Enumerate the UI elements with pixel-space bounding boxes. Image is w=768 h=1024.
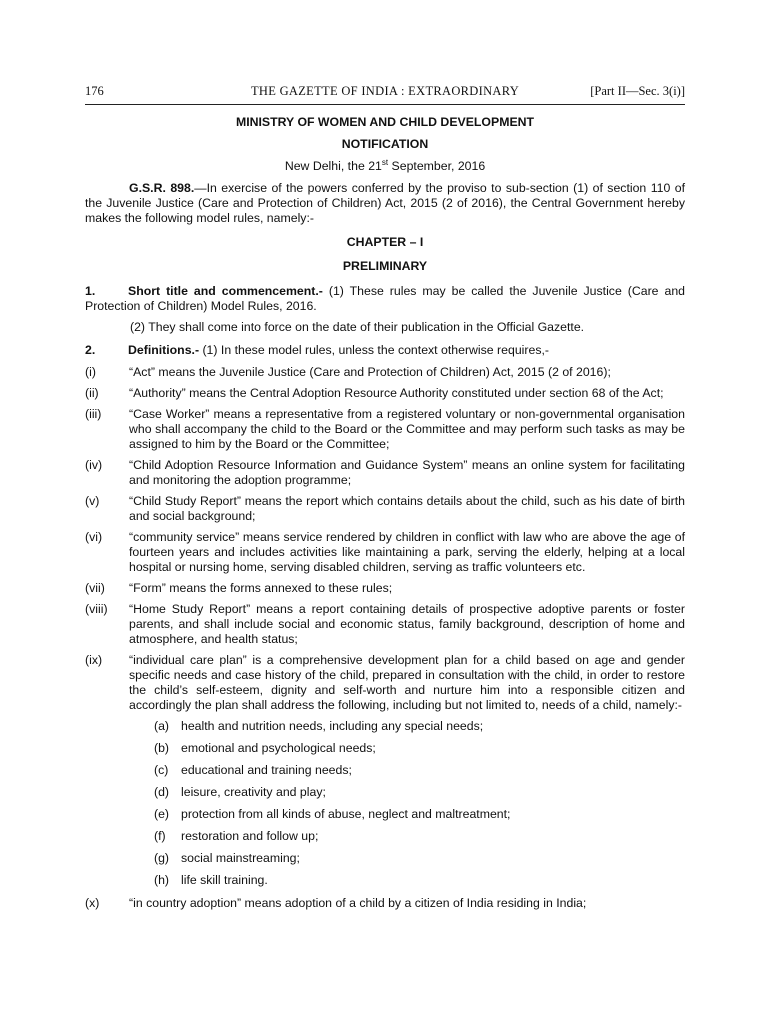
definition-item: (vi) “community service” means service rendered by children in conflict with law who are above the age of fourteen years and includes activities like maintaining a park, serving the elderly, helping at a local hospital or nursing home, serving disabled children, serving as traffic volunteers etc. [85, 530, 685, 574]
definition-item: (viii) “Home Study Report” means a report containing details of prospective adoptive parents or foster parents, and shall include social and economic status, family background, description of home and atmosphere, and health status; [85, 602, 685, 646]
care-plan-item: (d) leisure, creativity and play; [154, 785, 326, 799]
definitions-list [85, 365, 685, 911]
care-plan-item: (b) emotional and psychological needs; [154, 741, 376, 755]
part-section: [Part II—Sec. 3(i)] [590, 84, 685, 98]
definition-item: (ii) “Authority” means the Central Adoption Resource Authority constituted under section 68 of the Act; [85, 386, 664, 400]
care-plan-item: (f) restoration and follow up; [154, 829, 319, 843]
care-plan-item: (e) protection from all kinds of abuse, neglect and maltreatment; [154, 807, 511, 821]
care-plan-item: (h) life skill training. [154, 873, 268, 887]
rule-1-subrule-2: (2) They shall come into force on the date of their publication in the Official Gazette. [130, 320, 585, 334]
care-plan-needs-list [85, 719, 685, 888]
gsr-paragraph: G.S.R. 898.—In exercise of the powers conferred by the proviso to sub-section (1) of section 110 of the Juvenile Justice (Care and Protection of Children) Act, 2015 (2 of 2016), the Central Government hereby makes the following model rules, namely:- [85, 181, 685, 225]
header-rule [85, 104, 685, 105]
rule-2-heading: Definitions.- [128, 343, 200, 357]
definition-item: (ix) “individual care plan” is a comprehensive development plan for a child based on age and gender specific needs and case history of the child, prepared in consultation with the child, in order to restore the child’s self-esteem, dignity and self-worth and nurture him into a responsible citizen and accordingly the plan shall address the following, including but not limited to, needs of a child, namely:- [85, 653, 685, 712]
gsr-label: G.S.R. 898. [129, 181, 195, 195]
definition-item: (i) “Act” means the Juvenile Justice (Care and Protection of Children) Act, 2015 (2 of 2016); [85, 365, 611, 379]
ministry-heading: MINISTRY OF WOMEN AND CHILD DEVELOPMENT [235, 115, 535, 129]
chapter-heading: CHAPTER – I [346, 235, 424, 249]
care-plan-item: (c) educational and training needs; [154, 763, 352, 777]
definition-item: (iv) “Child Adoption Resource Information and Guidance System” means an online system for facilitating and monitoring the adoption programme; [85, 458, 685, 487]
definition-item: (v) “Child Study Report” means the report which contains details about the child, such as his date of birth and social background; [85, 494, 685, 523]
rule-1-heading: Short title and commencement.- [128, 284, 323, 298]
definition-item: (vii) “Form” means the forms annexed to these rules; [85, 581, 393, 595]
care-plan-item: (g) social mainstreaming; [154, 851, 300, 865]
notification-date: New Delhi, the 21st September, 2016 [284, 157, 486, 173]
notification-heading: NOTIFICATION [341, 137, 429, 151]
preliminary-heading: PRELIMINARY [342, 259, 428, 273]
gazette-title: THE GAZETTE OF INDIA : EXTRAORDINARY [250, 84, 520, 98]
running-header [85, 84, 685, 102]
page-number: 176 [85, 84, 104, 98]
gazette-page [85, 84, 685, 917]
rule-1: 1. Short title and commencement.- (1) These rules may be called the Juvenile Justice (Care and Protection of Children) Model Rules, 2016. [85, 284, 685, 313]
definition-item: (iii) “Case Worker” means a representative from a registered voluntary or non-governmental organisation who shall accompany the child to the Board or the Committee and may perform such tasks as may be assigned to him by the Board or the Committee; [85, 407, 685, 451]
definition-item: (x) “in country adoption” means adoption of a child by a citizen of India residing in India; [85, 896, 587, 910]
rule-2: 2. Definitions.- (1) In these model rules, unless the context otherwise requires,- [85, 343, 549, 357]
care-plan-item: (a) health and nutrition needs, including any special needs; [154, 719, 484, 733]
